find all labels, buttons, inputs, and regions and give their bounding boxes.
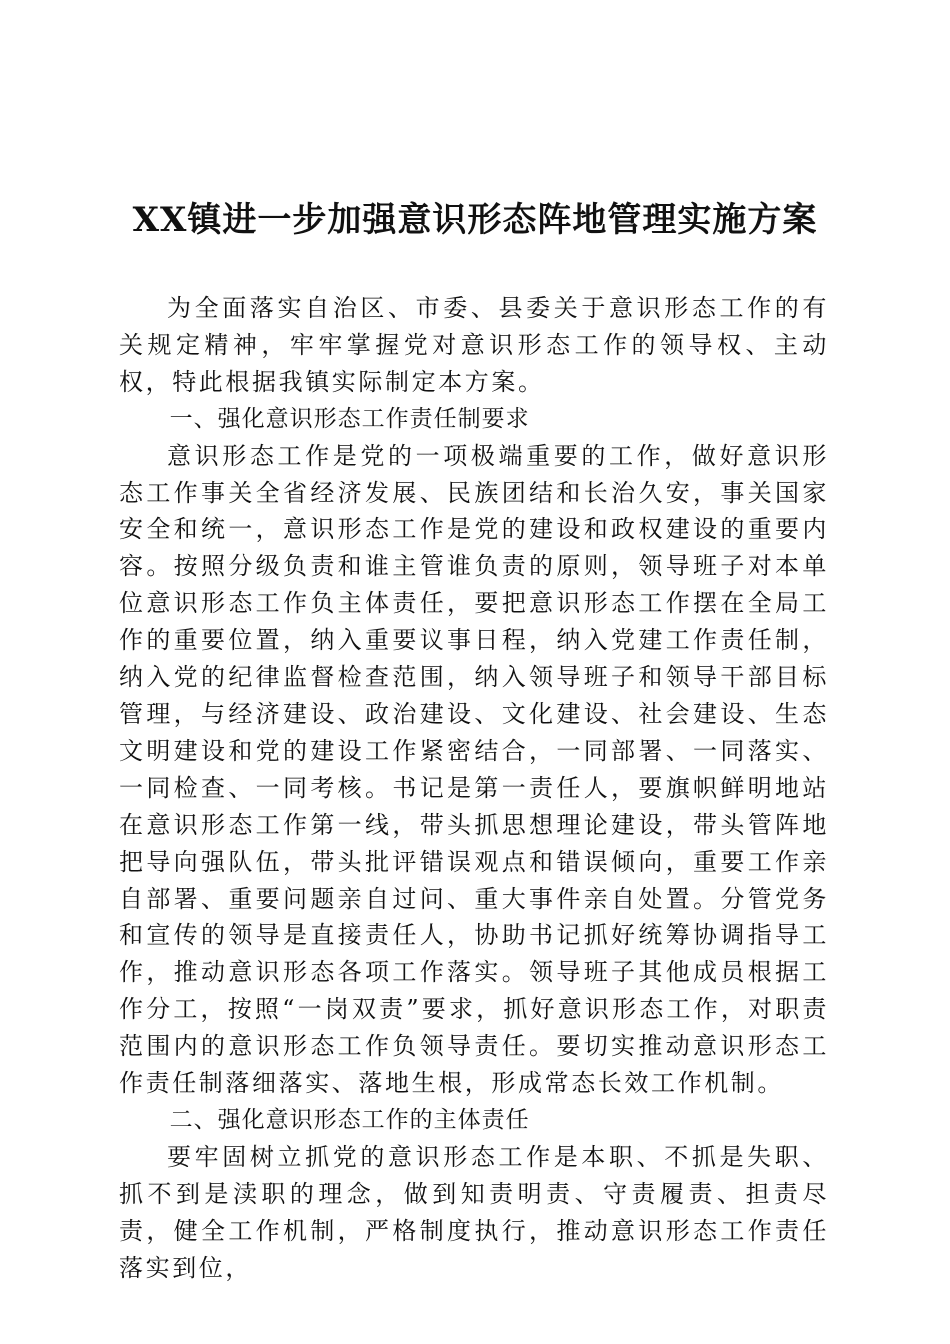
document-body [119,290,829,1286]
section-2-paragraph: 要牢固树立抓党的意识形态工作是本职、不抓是失职、抓不到是渎职的理念，做到知责明责、守责履责、担责尽责，健全工作机制，严格制度执行，推动意识形态工作责任落实到位， [119,1142,829,1282]
section-2-heading: 二、强化意识形态工作的主体责任 [169,1106,530,1133]
section-1-paragraph: 意识形态工作是党的一项极端重要的工作，做好意识形态工作事关全省经济发展、民族团结和长治久安，事关国家安全和统一，意识形态工作是党的建设和政权建设的重要内容。按照分级负责和谁主管谁负责的原则，领导班子对本单位意识形态工作负主体责任，要把意识形态工作摆在全局工作的重要位置，纳入重要议事日程，纳入党建工作责任制，纳入党的纪律监督检查范围，纳入领导班子和领导干部目标管理，与经济建设、政治建设、文化建设、社会建设、生态文明建设和党的建设工作紧密结合，一同部署、一同落实、一同检查、一同考核。书记是第一责任人，要旗帜鲜明地站在意识形态工作第一线，带头抓思想理论建设，带头管阵地把导向强队伍，带头批评错误观点和错误倾向，重要工作亲自部署、重要问题亲自过问、重大事件亲自处置。分管党务和宣传的领导是直接责任人，协助书记抓好统筹协调指导工作，推动意识形态各项工作落实。领导班子其他成员根据工作分工，按照“一岗双责”要求，抓好意识形态工作，对职责范围内的意识形态工作负领导责任。要切实推动意识形态工作责任制落细落实、落地生根，形成常态长效工作机制。 [119,441,829,1098]
section-1-heading: 一、强化意识形态工作责任制要求 [169,405,530,432]
document-title: XX镇进一步加强意识形态阵地管理实施方案 [132,200,818,240]
intro-paragraph: 为全面落实自治区、市委、县委关于意识形态工作的有关规定精神，牢牢掌握党对意识形态工作的领导权、主动权，特此根据我镇实际制定本方案。 [119,294,829,396]
